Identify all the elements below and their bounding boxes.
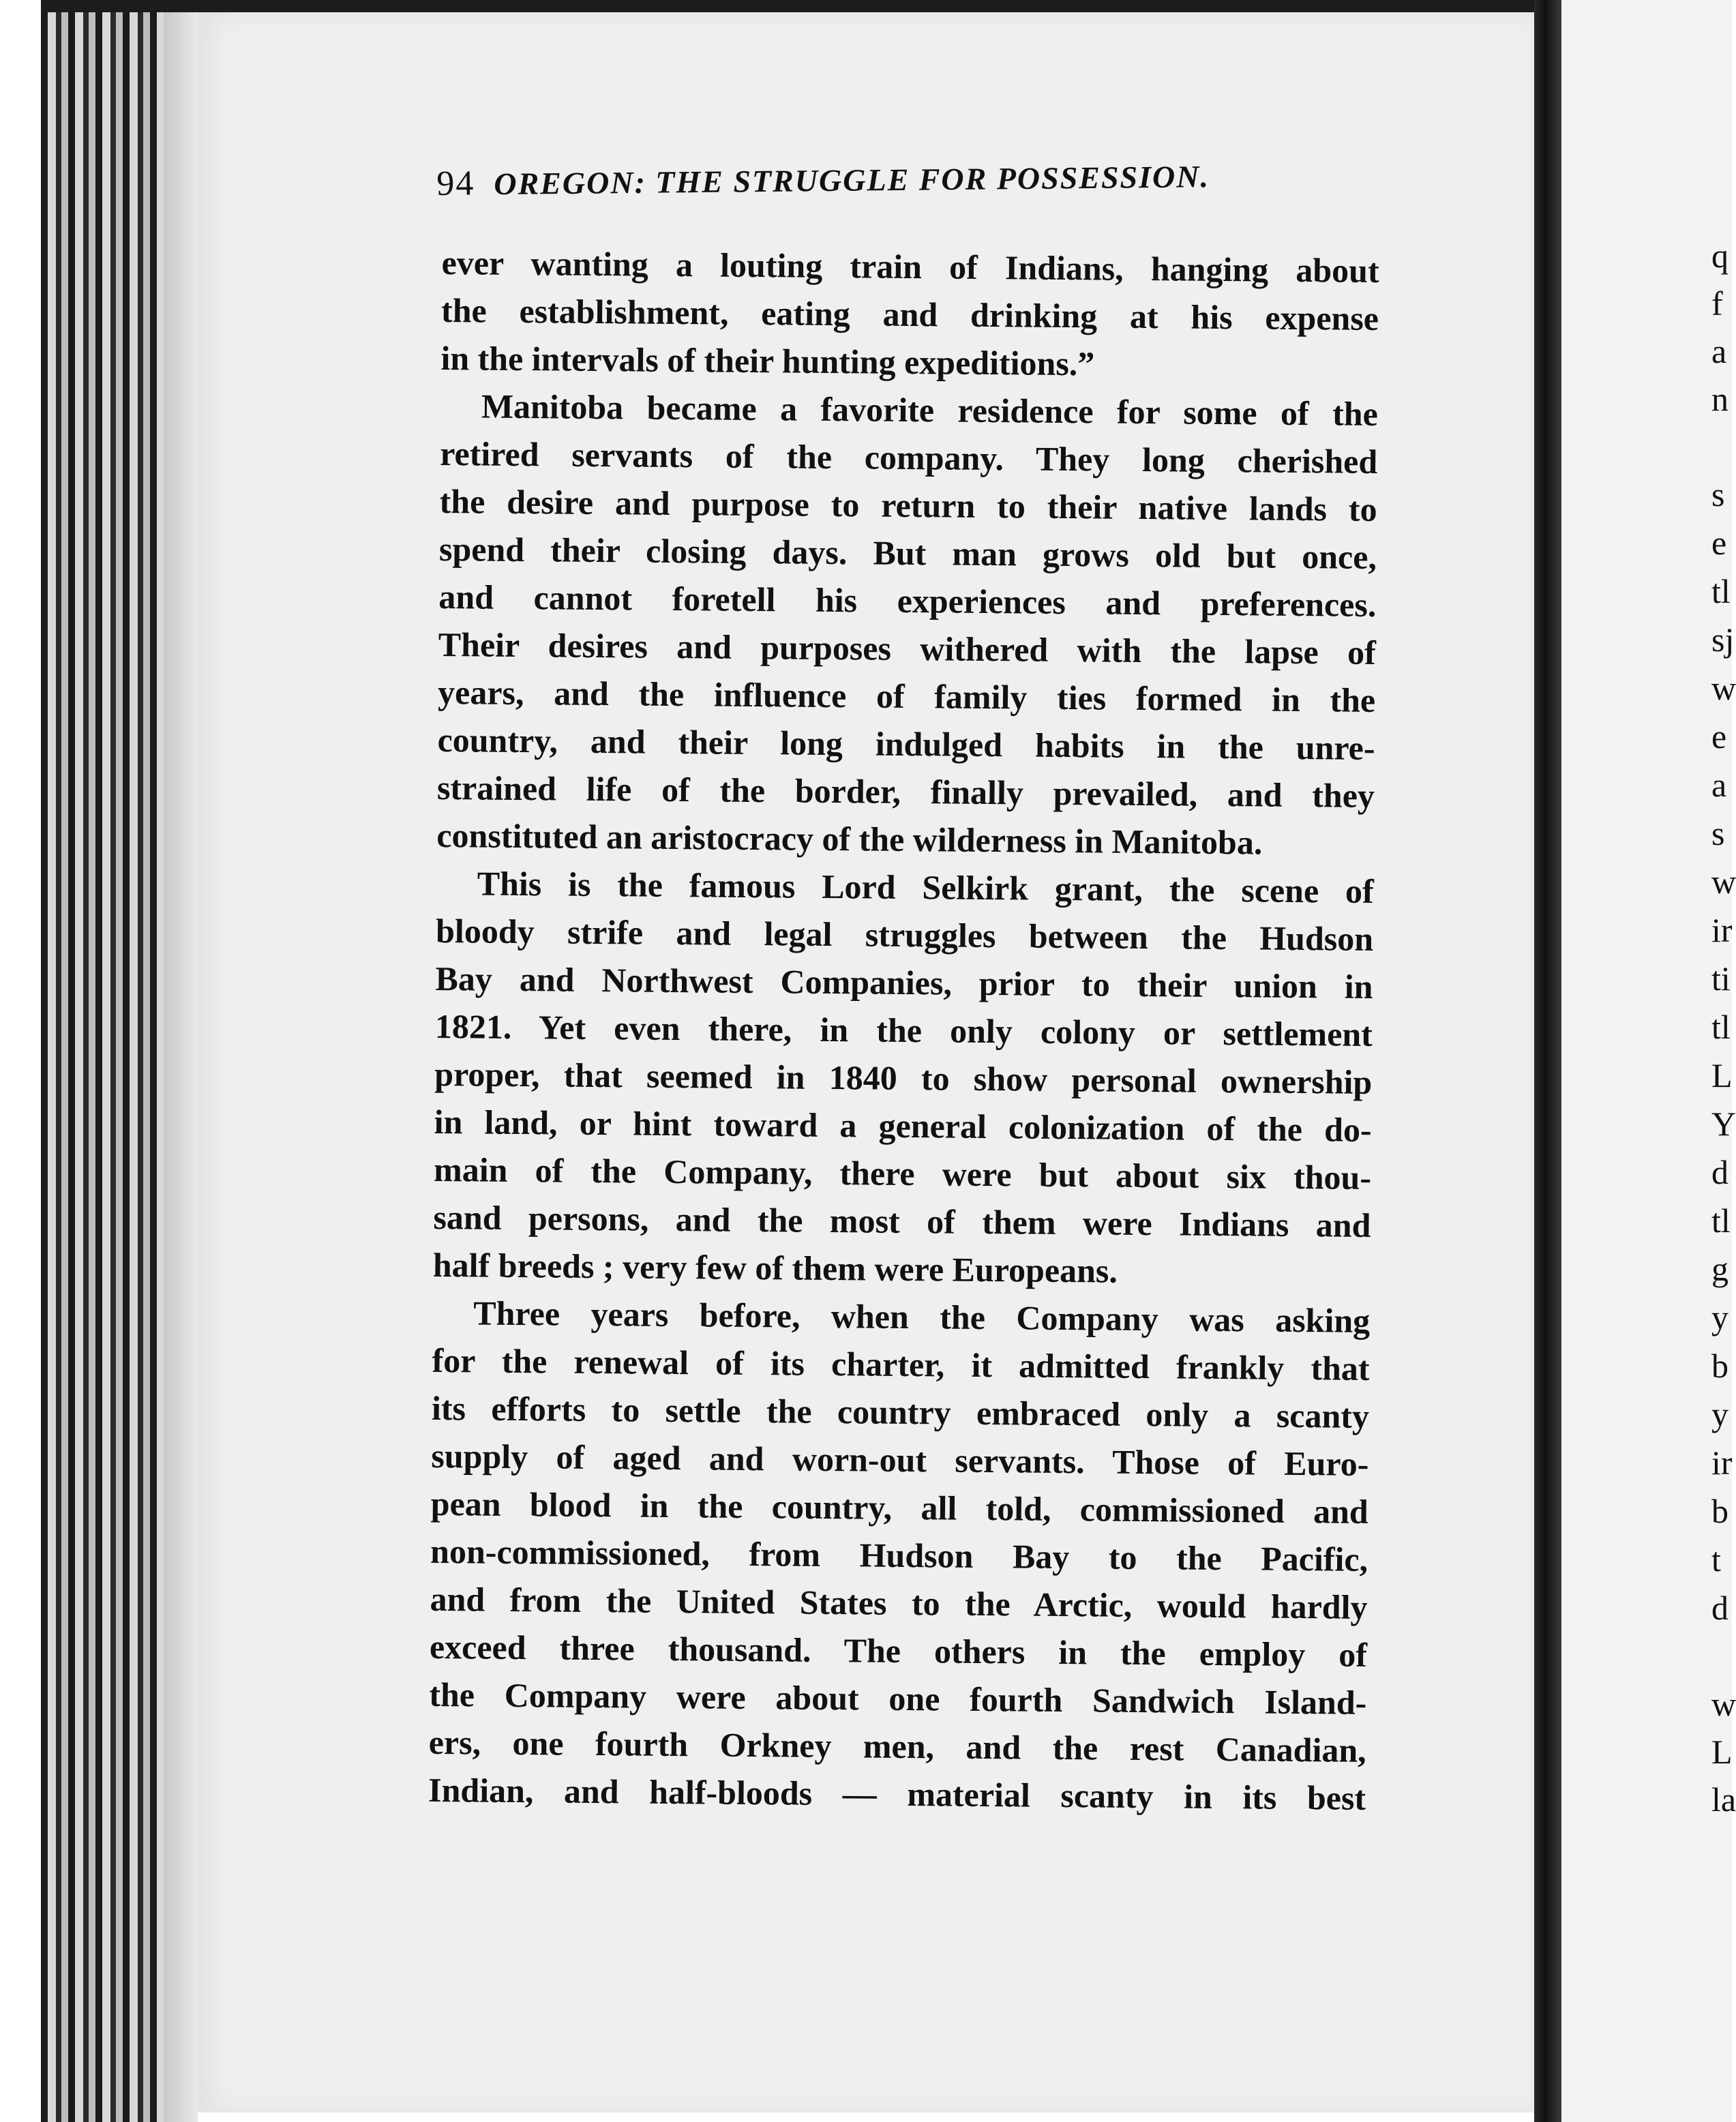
text-line: years, and the influence of family ties formed in the [437, 672, 1376, 719]
text-line: the desire and purpose to return to their native lands to [439, 481, 1377, 528]
text-line: the Company were about one fourth Sandwich Island- [429, 1675, 1367, 1722]
facing-page-fragment: q [1711, 237, 1728, 275]
facing-page-fragment: b [1711, 1492, 1728, 1530]
facing-page-fragment: s [1711, 814, 1725, 852]
facing-page-fragment: Y [1711, 1105, 1736, 1143]
facing-page-fragment: sj [1711, 621, 1735, 659]
facing-page-fragment: tl [1711, 1008, 1731, 1046]
facing-page-fragment: b [1711, 1347, 1728, 1385]
text-line: the establishment, eating and drinking at his expense [440, 290, 1379, 338]
facing-page-fragment: a [1711, 766, 1727, 804]
book-gutter [1534, 0, 1561, 2122]
text-line: in land, or hint toward a general colonization of the do- [434, 1102, 1372, 1149]
text-line: country, and their long indulged habits in the unre- [437, 720, 1375, 767]
text-line: in the intervals of their hunting expeditions.” [440, 338, 1095, 383]
text-line: pean blood in the country, all told, commissioned and [430, 1484, 1369, 1531]
text-line: This is the famous Lord Selkirk grant, the scene of [477, 864, 1374, 910]
facing-page-fragment: a [1711, 332, 1727, 370]
facing-page-fragment: ti [1711, 959, 1731, 998]
text-line: its efforts to settle the country embraced only a scanty [431, 1388, 1370, 1435]
facing-page-fragment: d [1711, 1589, 1728, 1627]
facing-page-sliver [1561, 0, 1736, 2122]
facing-page-fragment: y [1711, 1395, 1728, 1433]
text-line: bloody strife and legal struggles between the Hudson [435, 911, 1374, 958]
text-line: half breeds ; very few of them were Europeans. [432, 1245, 1118, 1290]
facing-page-fragment: w [1711, 669, 1736, 707]
facing-page-fragment: tl [1711, 572, 1731, 610]
text-line: main of the Company, there were but about six thou- [433, 1150, 1372, 1197]
facing-page-fragment: t [1711, 1540, 1721, 1579]
text-line: constituted an aristocracy of the wilderness in Manitoba. [436, 816, 1263, 862]
text-line: Three years before, when the Company was asking [473, 1294, 1371, 1340]
text-line: supply of aged and worn-out servants. Those of Euro- [431, 1436, 1369, 1483]
text-line: retired servants of the company. They long cherished [440, 434, 1378, 481]
facing-page-fragment: L [1711, 1056, 1733, 1094]
text-line: proper, that seemed in 1840 to show personal ownership [434, 1054, 1373, 1101]
text-line: Their desires and purposes withered with the lapse of [438, 625, 1376, 672]
facing-page-fragment: w [1711, 863, 1736, 901]
page-number: 94 [436, 164, 475, 203]
facing-page-fragment: tl [1711, 1201, 1731, 1240]
facing-page-fragment: e [1711, 717, 1727, 756]
facing-page-fragment: e [1711, 524, 1727, 562]
facing-page-fragment: n [1711, 380, 1728, 418]
text-line: 1821. Yet even there, in the only colony or settlement [434, 1006, 1373, 1053]
facing-page-fragment: L [1711, 1733, 1733, 1771]
text-line: ever wanting a louting train of Indians, hanging about [441, 243, 1379, 290]
facing-page-fragment: s [1711, 475, 1725, 513]
text-line: and from the United States to the Arctic, would hardly [430, 1579, 1368, 1626]
facing-page-fragment: ir [1711, 1444, 1733, 1482]
scan-top-border [41, 0, 1541, 12]
text-line: for the renewal of its charter, it admitted frankly that [432, 1341, 1370, 1388]
facing-page-fragment: f [1711, 284, 1723, 323]
text-line: Manitoba became a favorite residence for some of the [481, 387, 1379, 433]
text-line: spend their closing days. But man grows old but once, [438, 529, 1377, 576]
text-line: exceed three thousand. The others in the employ of [429, 1627, 1368, 1674]
facing-page-fragment: w [1711, 1685, 1736, 1723]
facing-page-fragment: la [1711, 1780, 1736, 1819]
text-line: strained life of the border, finally prevailed, and they [436, 768, 1375, 815]
body-text [428, 239, 1379, 1822]
text-line: non-commissioned, from Hudson Bay to the Pacific, [430, 1531, 1368, 1579]
text-line: Indian, and half-bloods — material scanty in its best [428, 1770, 1366, 1817]
text-line: sand persons, and the most of them were Indians and [433, 1197, 1371, 1244]
outer-margin [0, 0, 41, 2122]
text-line: ers, one fourth Orkney men, and the rest Canadian, [428, 1722, 1366, 1769]
facing-page-fragment: d [1711, 1153, 1728, 1191]
running-title: OREGON: THE STRUGGLE FOR POSSESSION. [494, 159, 1210, 202]
book-page-edges [41, 0, 198, 2122]
facing-page-fragment: y [1711, 1298, 1728, 1336]
facing-page-fragment: ir [1711, 911, 1733, 949]
facing-page-fragment: g [1711, 1250, 1728, 1288]
text-line: and cannot foretell his experiences and preferences. [438, 577, 1377, 624]
text-line: Bay and Northwest Companies, prior to their union in [435, 959, 1373, 1006]
